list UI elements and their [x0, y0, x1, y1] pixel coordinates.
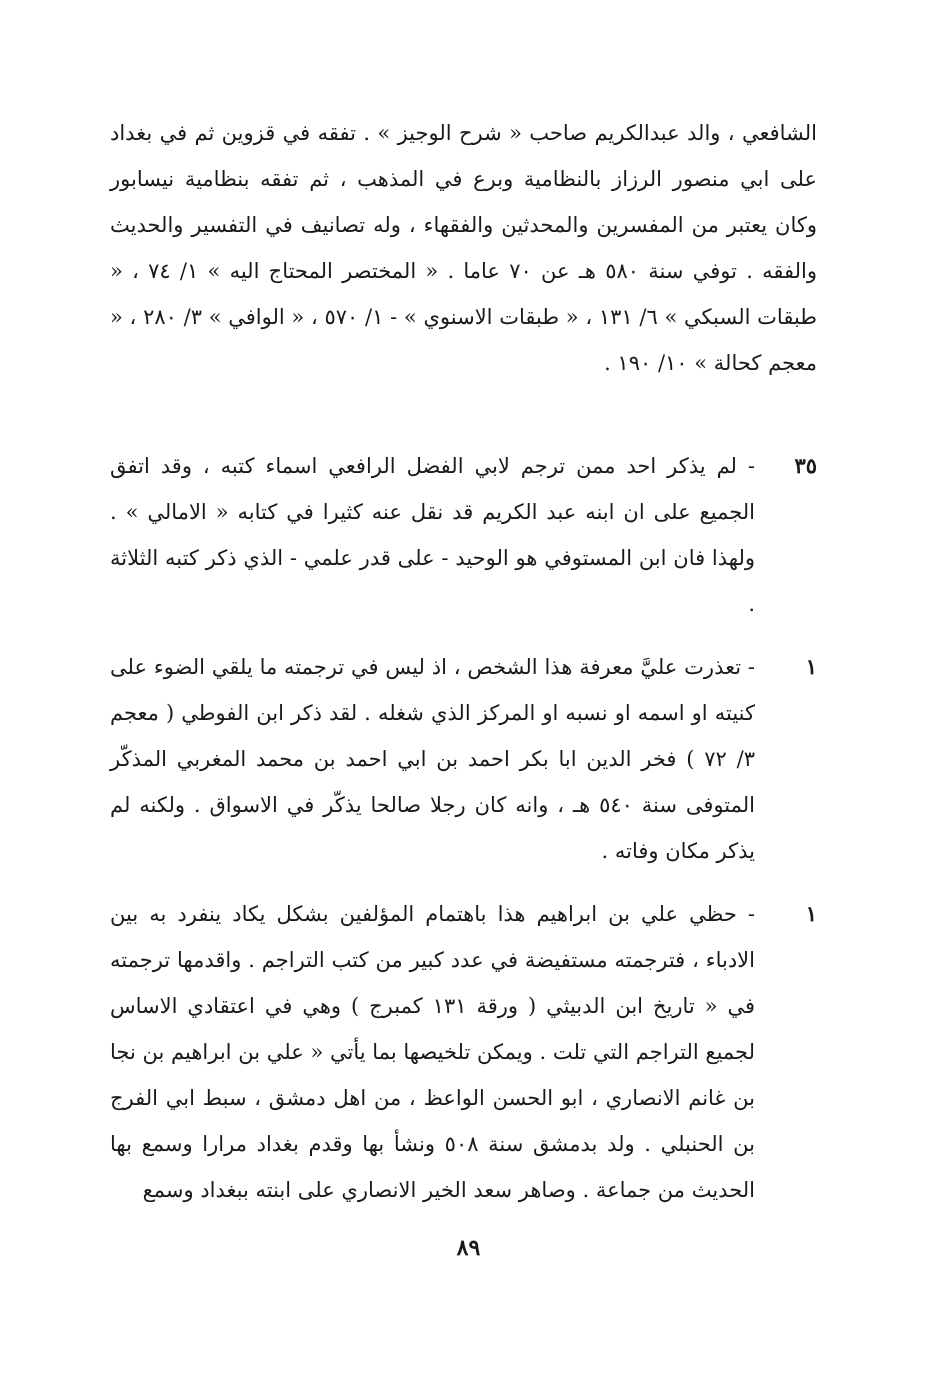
- note-text: - لم يذكر احد ممن ترجم لابي الفضل الرافعي اسماء كتبه ، وقد اتفق الجميع على ان ابنه عبد الكريم قد نقل عنه كثيرا في كتابه « الامالي » . ولهذا فان ابن المستوفي هو الوحيد - على قدر علمي - الذي ذكر كتبه الثلاثة .: [110, 454, 755, 616]
- document-page: الشافعي ، والد عبدالكريم صاحب « شرح الوجيز » . تفقه في قزوين ثم في بغداد على ابي منصور الرزاز بالنظامية وبرع في المذهب ، ثم تفقه بنظامية نيسابور وكان يعتبر من المفسرين والمحدثين والفقهاء ، وله تصانيف في التفسير والحديث والفقه . توفي سنة ٥٨٠ هـ عن ٧٠ عاما . « المختصر المحتاج اليه » ١/ ٧٤ ، « طبقات السبكي » ٦/ ١٣١ ، « طبقات الاسنوي » - ١/ ٥٧٠ ، « الوافي » ٣/ ٢٨٠ ، « معجم كحالة » ١٠/ ١٩٠ . ٣٥ - لم يذكر احد ممن ترجم لابي الفضل الرافعي اسماء كتبه ، وقد اتفق الجميع على ان ابنه عبد الكريم قد نقل عنه كثيرا في كتابه « الامالي » . ولهذا فان ابن المستوفي هو الوحيد - على قدر علمي - الذي ذكر كتبه الثلاثة . ١ - تعذرت عليَّ معرفة هذا الشخص ، اذ ليس في ترجمته ما يلقي الضوء على كنيته او اسمه او نسبه او المركز الذي شغله . لقد ذكر ابن الفوطي ( معجم ٣/ ٧٢ ) فخر الدين ابا بكر احمد بن ابي احمد بن محمد المغربي المذكّر المتوفى سنة ٥٤٠ هـ ، وانه كان رجلا صالحا يذكّر في الاسواق . ولكنه لم يذكر مكان وفاته . ١ - حظي علي بن ابراهيم هذا باهتمام المؤلفين بشكل يكاد ينفرد به بين الادباء ، فترجمته مستفيضة في عدد كبير من كتب التراجم . واقدمها ترجمته في « تاريخ ابن الدبيثي ( ورقة ١٣١ كمبرج ) وهي في اعتقادي الاساس لجميع التراجم التي تلت . ويمكن تلخيصها بما يأتي « علي بن ابراهيم بن نجا بن غانم الانصاري ، ابو الحسن الواعظ ، من اهل دمشق ، سبط ابي الفرج بن الحنبلي . ولد بدمشق سنة ٥٠٨ ونشأ بها وقدم بغداد مرارا وسمع بها الحديث من جماعة . وصاهر سعد الخير الانصاري على ابنته ببغداد وسمع ٨٩: [0, 0, 937, 1385]
- continued-note-text: الشافعي ، والد عبدالكريم صاحب « شرح الوجيز » . تفقه في قزوين ثم في بغداد على ابي منصور الرزاز بالنظامية وبرع في المذهب ، ثم تفقه بنظامية نيسابور وكان يعتبر من المفسرين والمحدثين والفقهاء ، وله تصانيف في التفسير والحديث والفقه . توفي سنة ٥٨٠ هـ عن ٧٠ عاما . « المختصر المحتاج اليه » ١/ ٧٤ ، « طبقات السبكي » ٦/ ١٣١ ، « طبقات الاسنوي » - ١/ ٥٧٠ ، « الوافي » ٣/ ٢٨٠ ، « معجم كحالة » ١٠/ ١٩٠ .: [110, 121, 817, 375]
- note-text: - حظي علي بن ابراهيم هذا باهتمام المؤلفين بشكل يكاد ينفرد به بين الادباء ، فترجمته مستفيضة في عدد كبير من كتب التراجم . واقدمها ترجمته في « تاريخ ابن الدبيثي ( ورقة ١٣١ كمبرج ) وهي في اعتقادي الاساس لجميع التراجم التي تلت . ويمكن تلخيصها بما يأتي « علي بن ابراهيم بن نجا بن غانم الانصاري ، ابو الحسن الواعظ ، من اهل دمشق ، سبط ابي الفرج بن الحنبلي . ولد بدمشق سنة ٥٠٨ ونشأ بها وقدم بغداد مرارا وسمع بها الحديث من جماعة . وصاهر سعد الخير الانصاري على ابنته ببغداد وسمع: [110, 902, 756, 1202]
- note-text: - تعذرت عليَّ معرفة هذا الشخص ، اذ ليس في ترجمته ما يلقي الضوء على كنيته او اسمه او نسبه او المركز الذي شغله . لقد ذكر ابن الفوطي ( معجم ٣/ ٧٢ ) فخر الدين ابا بكر احمد بن ابي احمد بن محمد المغربي المذكّر المتوفى سنة ٥٤٠ هـ ، وانه كان رجلا صالحا يذكّر في الاسواق . ولكنه لم يذكر مكان وفاته .: [110, 655, 755, 863]
- page-number: ٨٩: [456, 1235, 481, 1261]
